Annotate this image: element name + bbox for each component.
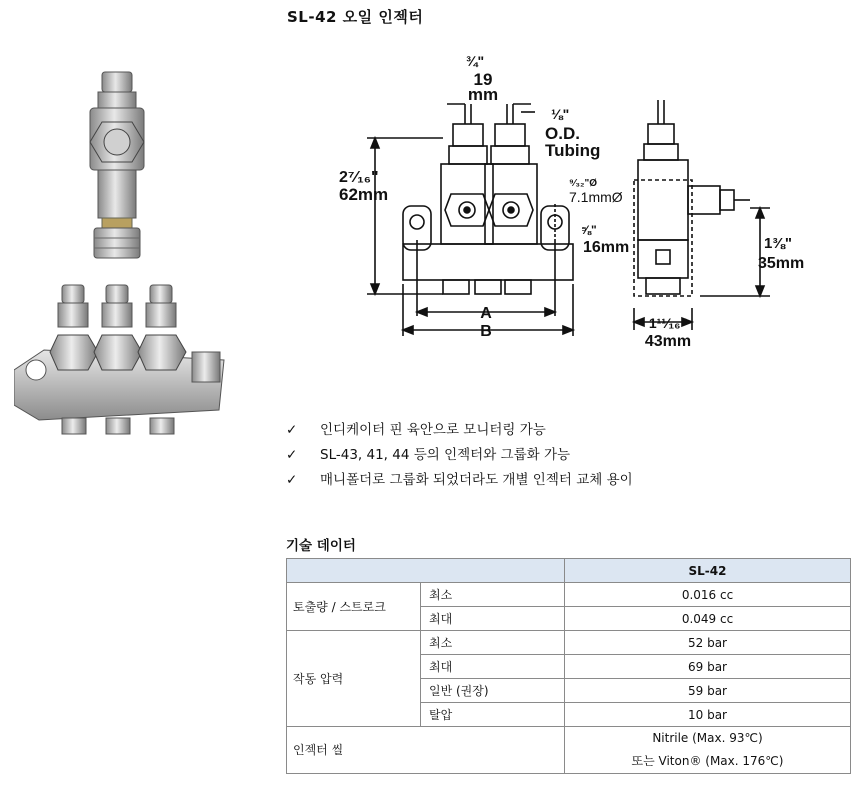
dim-hole-mm: 7.1mmØ <box>569 189 623 205</box>
spec-table <box>286 558 851 774</box>
pressure-release-value: 10 bar <box>565 703 851 727</box>
discharge-min-label: 최소 <box>421 583 565 607</box>
seal-value <box>565 727 851 774</box>
pressure-min-value: 52 bar <box>565 631 851 655</box>
dim-top-mm-unit: mm <box>467 85 499 104</box>
feature-item: ✓ SL-43, 41, 44 등의 인젝터와 그룹화 가능 <box>286 443 633 468</box>
dim-tubing-label-b: Tubing <box>545 141 601 160</box>
discharge-label: 토출량 / 스트로크 <box>287 583 421 631</box>
seal-value-line1: Nitrile (Max. 93℃) <box>652 731 763 745</box>
side-view-drawing <box>610 90 820 350</box>
spec-section-title: 기술 데이터 <box>286 538 356 554</box>
spec-model-header: SL-42 <box>565 559 851 583</box>
dim-base-mm: 16mm <box>583 239 630 256</box>
dim-hole-fraction: ⁹⁄₃₂"Ø <box>569 178 598 189</box>
discharge-min-value: 0.016 cc <box>565 583 851 607</box>
pressure-normal-value: 59 bar <box>565 679 851 703</box>
dim-depth-mm: 43mm <box>644 333 692 350</box>
pressure-normal-label: 일반 (권장) <box>421 679 565 703</box>
pressure-min-label: 최소 <box>421 631 565 655</box>
discharge-max-label: 최대 <box>421 607 565 631</box>
dim-height-mm: 62mm <box>339 185 389 204</box>
pressure-max-label: 최대 <box>421 655 565 679</box>
dim-base-fraction: ⅝" <box>581 223 597 237</box>
feature-item: ✓ 매니폴더로 그룹화 되었더라도 개별 인젝터 교체 용이 <box>286 468 633 493</box>
page-title: SL-42 오일 인젝터 <box>287 8 424 26</box>
dim-tubing-fraction: ⅛" <box>551 106 570 122</box>
discharge-max-value: 0.049 cc <box>565 607 851 631</box>
pressure-max-value: 69 bar <box>565 655 851 679</box>
feature-item: ✓ 인디케이터 핀 육안으로 모니터링 가능 <box>286 418 633 443</box>
check-icon: ✓ <box>286 447 298 463</box>
single-injector-photo <box>72 70 162 265</box>
check-icon: ✓ <box>286 422 298 438</box>
dim-depth-fraction: 1¹¹⁄₁₆" <box>648 315 688 331</box>
dim-height-fraction: 2⁷⁄₁₆" <box>339 169 379 186</box>
dim-tubing-label-a: O.D. <box>545 124 580 143</box>
dim-side-mm: 35mm <box>758 255 805 272</box>
seal-label: 인젝터 씰 <box>287 727 565 774</box>
dim-side-fraction: 1⅜" <box>764 235 792 252</box>
dim-b-label: B <box>480 323 492 340</box>
front-view-drawing <box>325 44 643 344</box>
dim-top-mm-value: 19 <box>473 70 493 89</box>
dim-top-fraction: ¾" <box>465 53 485 69</box>
feature-list <box>286 418 633 493</box>
manifold-injectors-photo <box>14 280 234 440</box>
pressure-label: 작동 압력 <box>287 631 421 727</box>
seal-value-line2: 또는 Viton® (Max. 176℃) <box>631 754 784 768</box>
check-icon: ✓ <box>286 472 298 488</box>
dim-a-label: A <box>480 305 492 322</box>
pressure-release-label: 탈압 <box>421 703 565 727</box>
spec-header-blank <box>287 559 565 583</box>
